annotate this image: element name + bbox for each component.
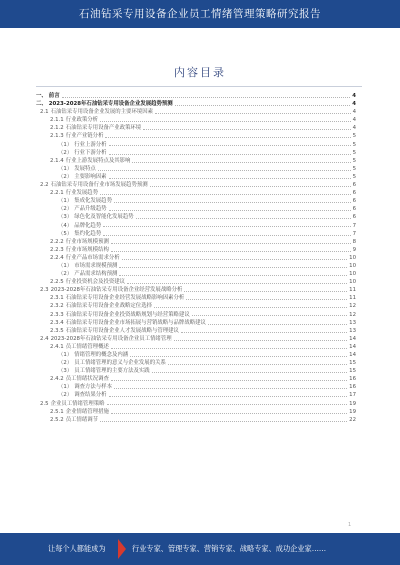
toc-entry[interactable]	[36, 375, 356, 383]
toc-entry[interactable]	[36, 416, 356, 424]
toc-entry-label: 2023-2028年石油钻采专用设备企业经营发展战略分析	[50, 287, 183, 294]
toc-entry[interactable]	[36, 391, 356, 399]
toc-entry-label: 行业下游分析	[74, 149, 107, 156]
dot-leader	[107, 400, 348, 406]
toc-entry-label: 行业投资机会及投资建议	[65, 279, 126, 286]
toc-entry-label: 石油钻采专用设备企业人才发展战略与管理建议	[65, 327, 179, 334]
toc-entry-page: 6	[352, 190, 356, 197]
toc-entry-number: （1）	[58, 384, 73, 391]
toc-entry-page: 9	[352, 246, 356, 253]
toc-entry-label: 石油钻采专用设备企业市场拓展与营销战略与品牌战略建议	[65, 319, 206, 326]
report-title: 石油钻采专用设备企业员工情绪管理策略研究报告	[79, 8, 321, 20]
toc-entry-number: 一、	[36, 93, 47, 99]
toc-entry-label: 员工情绪管理的意义与企业发展的关系	[74, 360, 166, 367]
toc-entry-number: 2.3.4	[50, 319, 64, 326]
toc-entry-page: 10	[349, 262, 356, 269]
toc-entry-number: 2.5.2	[50, 416, 64, 423]
toc-entry-page: 13	[349, 327, 356, 334]
toc-entry-number: 2.4.2	[50, 376, 64, 383]
toc-entry-label: 行业市场规模结构	[65, 246, 109, 253]
toc-entry-number: 2.2.4	[50, 254, 64, 261]
toc-entry-number: 2.3.3	[50, 311, 64, 318]
toc-entry-number: 2.1.3	[50, 133, 64, 140]
toc-entry-page: 4	[352, 93, 356, 99]
dot-leader	[109, 205, 351, 211]
dot-leader	[103, 222, 350, 228]
toc-entry-page: 19	[349, 400, 356, 407]
toc-entry-number: 2.5.1	[50, 408, 64, 415]
toc-entry-number: 二、	[36, 101, 47, 108]
toc-entry-label: 员工情绪调节	[65, 416, 99, 423]
dot-leader	[103, 230, 350, 236]
toc-entry-page: 7	[352, 222, 356, 229]
toc-entry-number: （2）	[58, 149, 73, 156]
toc-entry-number: 2.4.1	[50, 343, 64, 350]
toc-entry-number: 2.3.5	[50, 327, 64, 334]
dot-leader	[136, 213, 351, 219]
toc-entry-page: 5	[352, 165, 356, 172]
toc-entry-number: （2）	[58, 173, 73, 180]
toc-entry-page: 12	[349, 303, 356, 310]
toc-entry-label: 石油钻采专用设备行业市场发展趋势预测	[50, 182, 148, 189]
toc-entry-number: （4）	[58, 222, 73, 229]
dot-leader	[127, 278, 347, 284]
toc-divider	[36, 86, 362, 87]
toc-entry-number: 2.1	[40, 109, 49, 116]
toc-entry[interactable]	[36, 124, 356, 132]
toc-entry[interactable]	[36, 319, 356, 327]
footer-slogan-left: 让每个人都能成为	[48, 544, 106, 553]
toc-entry-label: 行业政策分析	[65, 117, 99, 124]
toc-entry-label: 企业情绪管理措施	[65, 408, 109, 415]
toc-entry[interactable]	[36, 197, 356, 205]
toc-entry[interactable]	[36, 335, 356, 343]
toc-entry-label: 发展特点	[74, 165, 96, 172]
toc-entry-number: 2.3	[40, 287, 49, 294]
report-footer	[0, 533, 400, 565]
toc-entry[interactable]	[36, 367, 356, 375]
toc-entry-label: 行业上游发展特点及其影响	[65, 157, 131, 164]
footer-slogan-right: 行业专家、管理专家、营销专家、战略专家、成功企业家……	[132, 544, 327, 553]
toc-entry-page: 4	[352, 125, 356, 132]
toc-entry-number: 2.4	[40, 335, 49, 342]
report-header	[0, 0, 400, 28]
dot-leader	[168, 359, 347, 365]
dot-leader	[184, 286, 347, 292]
dot-leader	[114, 383, 347, 389]
toc-entry[interactable]	[36, 383, 356, 391]
toc-entry-page: 11	[349, 295, 356, 302]
toc-entry-label: 员工情绪管理的主要方法及实践	[74, 368, 150, 375]
dot-leader	[119, 270, 347, 276]
toc-entry[interactable]	[36, 230, 356, 238]
toc-entry[interactable]	[36, 189, 356, 197]
dot-leader	[192, 311, 347, 317]
toc-entry-page: 10	[349, 271, 356, 278]
dot-leader	[111, 343, 347, 349]
dot-leader	[100, 116, 350, 122]
toc-entry-label: 品牌化趋势	[74, 222, 102, 229]
toc-entry-label: 产品需求结构预测	[74, 271, 118, 278]
dot-leader	[155, 108, 351, 114]
toc-entry-page: 15	[349, 368, 356, 375]
toc-entry-number: （2）	[58, 206, 73, 213]
toc-entry-page: 19	[349, 408, 356, 415]
toc-entry-label: 市场需求规模预测	[74, 262, 118, 269]
toc-entry-page: 11	[349, 287, 356, 294]
toc-entry-number: （1）	[58, 198, 73, 205]
toc-entry[interactable]	[36, 205, 356, 213]
toc-entry-label: 员工情绪管理概述	[65, 343, 109, 350]
toc-entry[interactable]	[36, 132, 356, 140]
dot-leader	[208, 319, 347, 325]
toc-entry-label: 主要影响因素	[74, 173, 107, 180]
toc-entry-label: 石油钻采专用设备企业经营发展战略影响因素分析	[65, 295, 185, 302]
toc-entry[interactable]	[36, 149, 356, 157]
toc-entry-label: 企业员工情绪管理策略	[50, 400, 105, 407]
toc-entry-page: 10	[349, 279, 356, 286]
dot-leader	[181, 327, 347, 333]
toc-entry[interactable]	[36, 246, 356, 254]
toc-entry[interactable]	[36, 343, 356, 351]
toc-entry-label: 集成化发展趋势	[74, 198, 112, 205]
toc-entry-label: 行业市场规模预测	[65, 238, 109, 245]
toc-entry[interactable]	[36, 270, 356, 278]
toc-entry[interactable]	[36, 238, 356, 246]
toc-entry-page: 6	[352, 182, 356, 189]
toc-entry-number: （1）	[58, 262, 73, 269]
toc-entry-page: 6	[352, 198, 356, 205]
toc-entry-page: 13	[349, 319, 356, 326]
dot-leader	[114, 197, 351, 203]
toc-entry[interactable]	[36, 294, 356, 302]
toc-entry-page: 6	[352, 214, 356, 221]
dot-leader	[174, 335, 348, 341]
toc-entry[interactable]	[36, 408, 356, 416]
toc-entry-page: 5	[352, 173, 356, 180]
toc-entry-number: 2.1.4	[50, 157, 64, 164]
toc-entry-page: 16	[349, 384, 356, 391]
toc-entry-number: （1）	[58, 141, 73, 148]
toc-entry-page: 17	[349, 392, 356, 399]
toc-entry-page: 14	[349, 335, 356, 342]
toc-entry[interactable]	[36, 400, 356, 408]
dot-leader	[109, 391, 348, 397]
toc-title: 内容目录	[174, 66, 226, 79]
document-page	[0, 28, 400, 533]
dot-leader	[186, 294, 347, 300]
toc-entry[interactable]	[36, 213, 356, 221]
toc-entry-page: 22	[349, 416, 356, 423]
dot-leader	[154, 302, 347, 308]
toc-entry-number: 2.1.2	[50, 125, 64, 132]
toc-entry[interactable]	[36, 116, 356, 124]
toc-entry-number: （2）	[58, 360, 73, 367]
dot-leader	[98, 165, 351, 171]
toc-entry-page: 5	[352, 149, 356, 156]
toc-entry-label: 行业发展趋势	[65, 190, 99, 197]
toc-entry[interactable]	[36, 100, 356, 108]
toc-entry-number: 2.2.1	[50, 190, 64, 197]
toc-entry[interactable]	[36, 181, 356, 189]
toc-entry-page: 8	[352, 238, 356, 245]
toc-entry-page: 14	[349, 343, 356, 350]
toc-entry-number: （1）	[58, 165, 73, 172]
toc-entry-label: 前言	[48, 93, 60, 99]
toc-entry[interactable]	[36, 222, 356, 230]
toc-entry[interactable]	[36, 286, 356, 294]
dot-leader	[105, 132, 350, 138]
chevron-right-icon	[118, 539, 126, 559]
dot-leader	[109, 141, 351, 147]
table-of-contents	[36, 92, 356, 424]
toc-entry-number: （3）	[58, 368, 73, 375]
toc-entry-page: 14	[349, 352, 356, 358]
toc-entry-number: 2.2	[40, 182, 49, 189]
toc-entry[interactable]	[36, 278, 356, 286]
toc-entry-label: 调查结果分析	[74, 392, 107, 399]
dot-leader	[62, 92, 351, 98]
dot-leader	[111, 246, 351, 252]
dot-leader	[111, 238, 351, 244]
page-mark: 1	[348, 522, 352, 528]
toc-entry-number: （2）	[58, 392, 73, 399]
toc-entry-number: 2.2.2	[50, 238, 64, 245]
dot-leader	[152, 367, 347, 373]
toc-entry-label: 产品升级趋势	[74, 206, 107, 213]
toc-entry-page: 5	[352, 141, 356, 148]
toc-entry[interactable]	[36, 327, 356, 335]
toc-entry-number: 2.2.3	[50, 246, 64, 253]
toc-entry-page: 4	[352, 117, 356, 124]
toc-entry-number: （2）	[58, 271, 73, 278]
toc-entry[interactable]	[36, 108, 356, 116]
toc-entry-number: 2.5	[40, 400, 49, 407]
toc-entry-page: 16	[349, 376, 356, 383]
dot-leader	[111, 408, 347, 414]
toc-entry-page: 5	[352, 157, 356, 164]
toc-entry-label: 行业产业链分析	[65, 133, 104, 140]
toc-entry-page: 15	[349, 360, 356, 367]
dot-leader	[132, 157, 350, 163]
dot-leader	[130, 351, 347, 357]
toc-entry[interactable]	[36, 92, 356, 100]
dot-leader	[100, 416, 347, 422]
toc-entry-number: （3）	[58, 214, 73, 221]
toc-entry-label: 集约化趋势	[74, 230, 102, 237]
dot-leader	[143, 124, 350, 130]
toc-entry[interactable]	[36, 359, 356, 367]
toc-entry[interactable]	[36, 302, 356, 310]
toc-entry-label: 行业产品市场需求分析	[65, 254, 120, 261]
toc-entry[interactable]	[36, 262, 356, 270]
dot-leader	[109, 173, 351, 179]
toc-entry-number: 2.3.2	[50, 303, 64, 310]
dot-leader	[150, 181, 351, 187]
toc-entry-label: 石油钻采专用设备企业发展的主要环境因素	[50, 109, 154, 116]
toc-entry-number: 2.2.5	[50, 279, 64, 286]
toc-entry-page: 5	[352, 133, 356, 140]
dot-leader	[122, 254, 348, 260]
toc-entry[interactable]	[36, 157, 356, 165]
toc-entry-label: 情绪管理的概念及内涵	[74, 352, 129, 358]
toc-entry-page: 4	[352, 101, 356, 108]
toc-entry-label: 调查方法与样本	[74, 384, 112, 391]
toc-entry-label: 石油钻采专用设备企业投资战略规划与经营策略建议	[65, 311, 190, 318]
toc-entry-label: 石油钻采专用设备产业政策环境	[65, 125, 142, 132]
toc-entry[interactable]	[36, 173, 356, 181]
toc-entry[interactable]	[36, 351, 356, 359]
toc-entry-label: 2023-2028年石油钻采专用设备企业员工情绪管理	[50, 335, 172, 342]
toc-entry-number: （5）	[58, 230, 73, 237]
toc-entry-page: 6	[352, 206, 356, 213]
toc-entry-page: 7	[352, 230, 356, 237]
toc-entry[interactable]	[36, 141, 356, 149]
toc-entry[interactable]	[36, 311, 356, 319]
dot-leader	[111, 375, 347, 381]
toc-entry-label: 绿色化及智能化发展趋势	[74, 214, 134, 221]
toc-entry-label: 2023-2028年石油钻采专用设备企业发展趋势预测	[48, 101, 173, 108]
toc-entry-page: 4	[352, 109, 356, 116]
toc-entry-number: 2.1.1	[50, 117, 64, 124]
toc-entry-label: 石油钻采专用设备企业战略定位选择	[65, 303, 152, 310]
dot-leader	[175, 100, 351, 106]
toc-entry-label: 员工情绪状况调查	[65, 376, 109, 383]
toc-entry-number: 2.3.1	[50, 295, 64, 302]
toc-entry-number: （1）	[58, 352, 73, 358]
toc-entry[interactable]	[36, 254, 356, 262]
toc-entry-page: 10	[349, 254, 356, 261]
dot-leader	[100, 189, 350, 195]
toc-entry[interactable]	[36, 165, 356, 173]
toc-entry-page: 12	[349, 311, 356, 318]
toc-entry-label: 行业上游分析	[74, 141, 107, 148]
dot-leader	[119, 262, 347, 268]
dot-leader	[109, 149, 351, 155]
